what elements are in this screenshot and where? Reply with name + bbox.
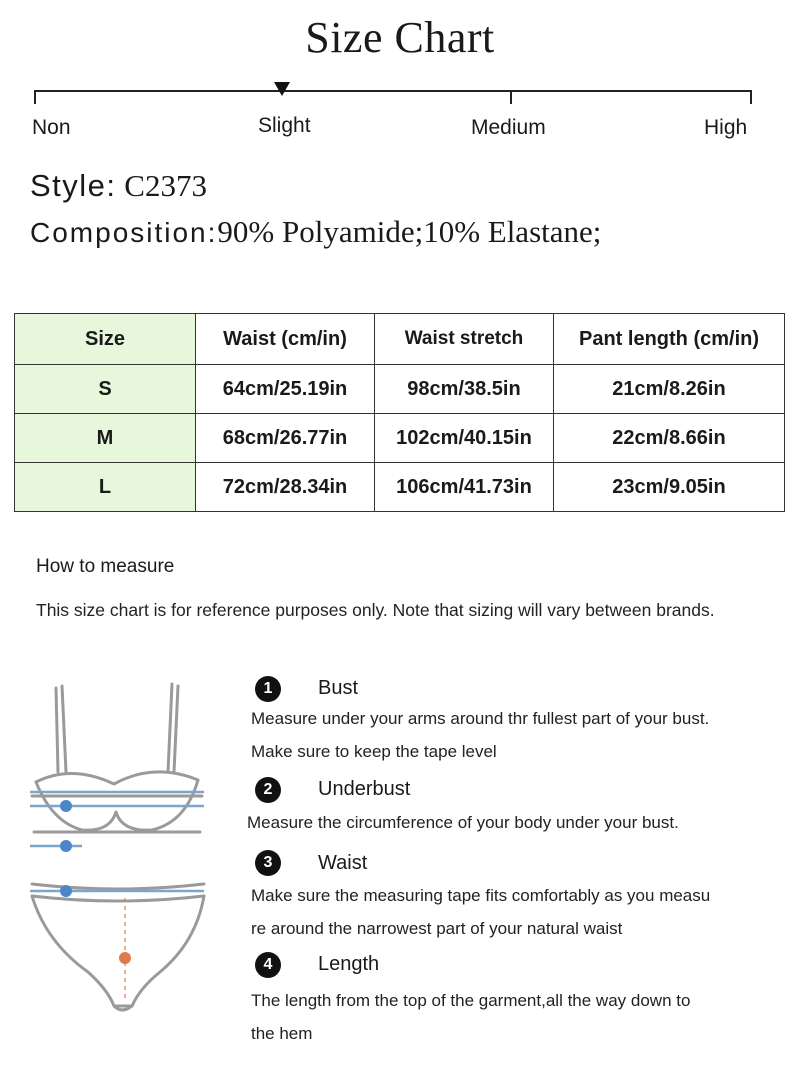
page-title: Size Chart [305, 13, 495, 62]
composition-line [30, 214, 601, 250]
step-3-title: Waist [318, 852, 368, 874]
table-cell-size: S [15, 365, 196, 414]
table-cell-size: L [15, 463, 196, 512]
step-3-description [251, 879, 771, 945]
table-header-row [15, 314, 785, 365]
step-1-line: Make sure to keep the tape level [251, 742, 497, 761]
step-4-line: the hem [251, 1024, 313, 1043]
step-1-number-icon: 1 [255, 676, 281, 702]
scale-tick [510, 90, 512, 104]
style-label: Style: [30, 168, 117, 203]
composition-label: Composition: [30, 217, 218, 248]
style-value: C2373 [124, 168, 207, 203]
how-to-measure-title: How to measure [36, 556, 175, 577]
table-cell: 68cm/26.77in [196, 414, 375, 463]
how-to-measure-note: This size chart is for reference purposes only. Note that sizing will vary between brands. [36, 600, 715, 620]
step-2-number-icon: 2 [255, 777, 281, 803]
scale-line [34, 90, 752, 92]
table-header-cell: Size [15, 314, 196, 365]
table-cell: 106cm/41.73in [375, 463, 554, 512]
bikini-measurement-diagram-icon [22, 672, 222, 1032]
step-4-number-icon: 4 [255, 952, 281, 978]
step-2-title: Underbust [318, 778, 411, 800]
marker-underbust-icon [60, 840, 72, 852]
table-cell: 23cm/9.05in [554, 463, 785, 512]
table-header-cell: Waist stretch [375, 314, 554, 365]
step-3-number-icon: 3 [255, 850, 281, 876]
table-header-cell: Waist (cm/in) [196, 314, 375, 365]
scale-label-medium: Medium [471, 116, 546, 139]
table-cell: 98cm/38.5in [375, 365, 554, 414]
table-cell: 64cm/25.19in [196, 365, 375, 414]
scale-tick [750, 90, 752, 104]
stretch-scale [30, 80, 760, 140]
step-1-title: Bust [318, 677, 359, 699]
step-2-line: Measure the circumference of your body under your bust. [247, 813, 679, 832]
size-table [14, 313, 785, 512]
scale-label-high: High [704, 116, 748, 139]
step-4-description [251, 984, 771, 1050]
scale-tick [34, 90, 36, 104]
table-header-cell: Pant length (cm/in) [554, 314, 785, 365]
step-3-line: Make sure the measuring tape fits comfortably as you measu [251, 886, 711, 905]
scale-label-non: Non [32, 116, 71, 139]
table-row [15, 463, 785, 512]
step-2-description [247, 806, 767, 839]
table-cell: 102cm/40.15in [375, 414, 554, 463]
marker-length-icon [119, 952, 131, 964]
step-3-line: re around the narrowest part of your natural waist [251, 919, 623, 938]
table-row [15, 414, 785, 463]
step-4-title: Length [318, 953, 380, 975]
step-4-line: The length from the top of the garment,all the way down to [251, 991, 691, 1010]
marker-bust-icon [60, 800, 72, 812]
table-cell: 22cm/8.66in [554, 414, 785, 463]
step-1-description [251, 702, 771, 768]
marker-waist-icon [60, 885, 72, 897]
table-row [15, 365, 785, 414]
scale-label-slight: Slight [258, 114, 311, 137]
composition-value: 90% Polyamide;10% Elastane; [217, 214, 602, 249]
table-cell: 72cm/28.34in [196, 463, 375, 512]
table-cell: 21cm/8.26in [554, 365, 785, 414]
scale-selected-marker-icon [274, 82, 290, 96]
step-1-line: Measure under your arms around thr fullest part of your bust. [251, 709, 710, 728]
table-cell-size: M [15, 414, 196, 463]
style-line [30, 168, 207, 204]
